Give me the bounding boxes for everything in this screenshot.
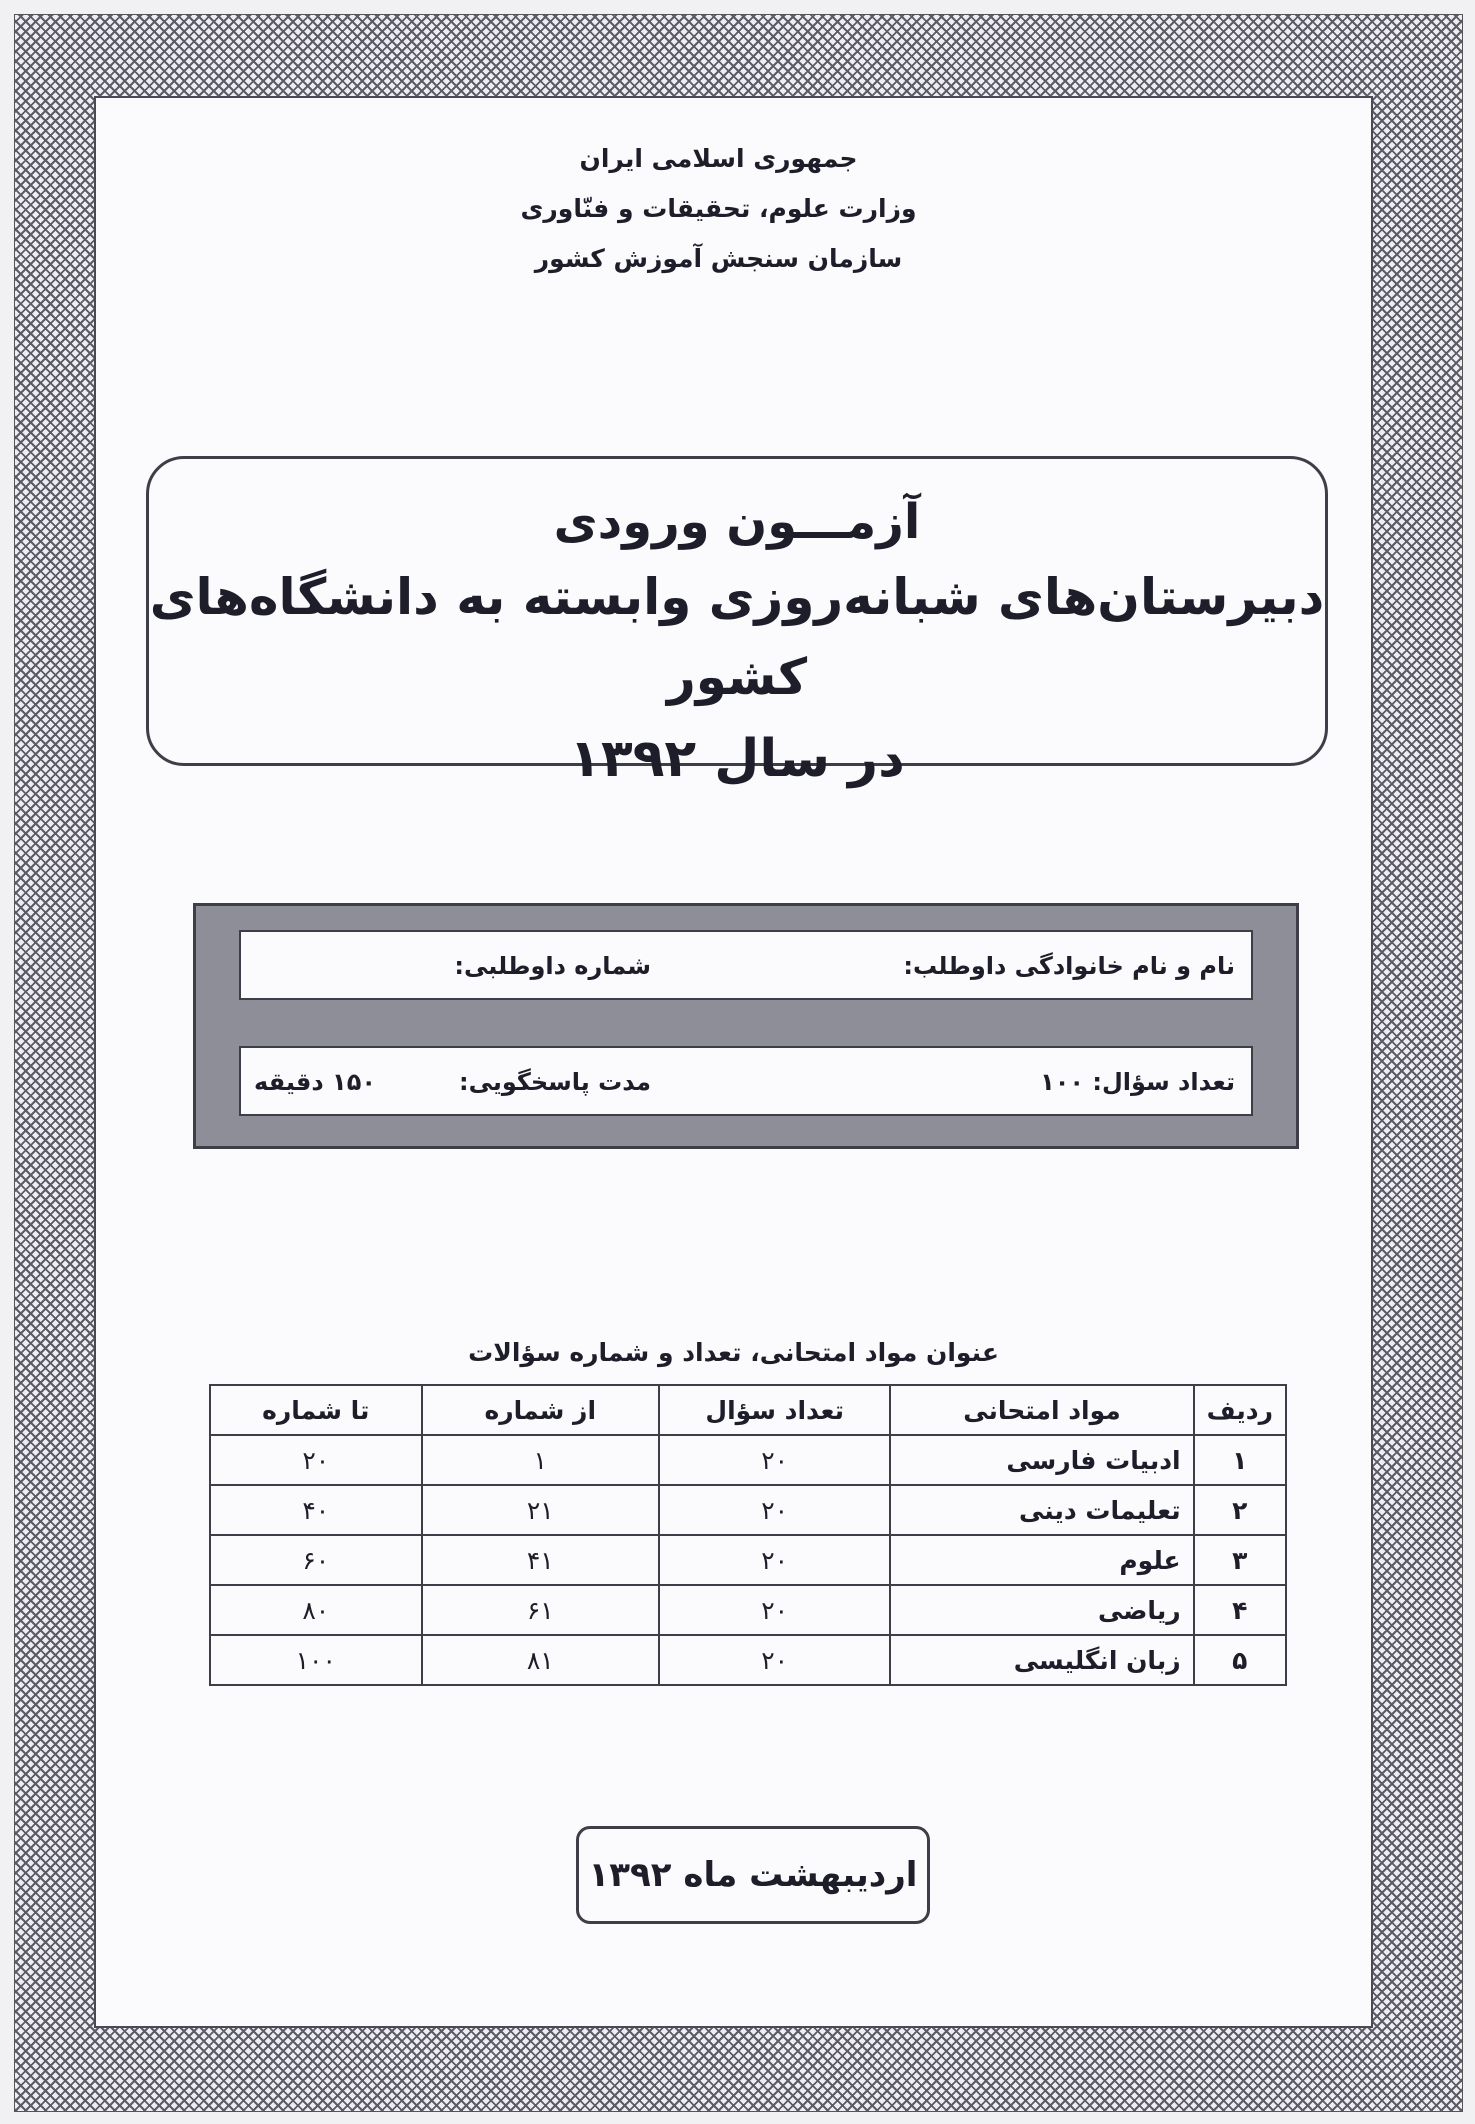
header-question-count: تعداد سؤال: [659, 1385, 890, 1435]
exam-title-line2: دبیرستان‌های شبانه‌روزی وابسته به دانشگاه‌های کشور: [149, 568, 1325, 706]
candidate-identity-row: [239, 930, 1253, 1000]
table-row: [210, 1635, 1286, 1685]
candidate-number-label: شماره داوطلبی:: [454, 952, 651, 980]
row-number: ۳: [1194, 1535, 1286, 1585]
header-to-number: تا شماره: [210, 1385, 422, 1435]
candidate-info-panel: [193, 903, 1299, 1149]
table-header-row: [210, 1385, 1286, 1435]
exam-date-box: اردیبهشت ماه ۱۳۹۲: [576, 1826, 930, 1924]
header-from-number: از شماره: [422, 1385, 659, 1435]
to-number: ۶۰: [210, 1535, 422, 1585]
header-subject: مواد امتحانی: [890, 1385, 1193, 1435]
exam-title-line1: آزمـــون ورودی: [553, 494, 921, 550]
row-number: ۴: [1194, 1585, 1286, 1635]
subject-name: زبان انگلیسی: [890, 1635, 1193, 1685]
subject-name: علوم: [890, 1535, 1193, 1585]
subject-name: تعلیمات دینی: [890, 1485, 1193, 1535]
exam-title-line3: در سال ۱۳۹۲: [569, 729, 905, 789]
question-count-label: تعداد سؤال: ۱۰۰: [1040, 1068, 1235, 1096]
from-number: ۱: [422, 1435, 659, 1485]
question-count: ۲۰: [659, 1485, 890, 1535]
document-page: [94, 96, 1373, 2028]
exam-title-box: [146, 456, 1328, 789]
subject-name: ادبیات فارسی: [890, 1435, 1193, 1485]
header-row-number: ردیف: [1194, 1385, 1286, 1435]
table-row: [210, 1535, 1286, 1585]
table-row: [210, 1485, 1286, 1535]
question-count: ۲۰: [659, 1635, 890, 1685]
from-number: ۶۱: [422, 1585, 659, 1635]
duration-value: ۱۵۰ دقیقه: [254, 1068, 376, 1096]
to-number: ۴۰: [210, 1485, 422, 1535]
from-number: ۲۱: [422, 1485, 659, 1535]
table-row: [210, 1585, 1286, 1635]
duration-label: مدت پاسخگویی:: [458, 1068, 651, 1096]
candidate-name-label: نام و نام خانوادگی داوطلب:: [903, 952, 1235, 980]
subjects-table-title: عنوان مواد امتحانی، تعداد و شماره سؤالات: [468, 1338, 999, 1367]
question-count: ۲۰: [659, 1535, 890, 1585]
issuer-header: [96, 134, 1371, 284]
from-number: ۴۱: [422, 1535, 659, 1585]
header-country: جمهوری اسلامی ایران: [579, 144, 858, 173]
from-number: ۸۱: [422, 1635, 659, 1685]
row-number: ۲: [1194, 1485, 1286, 1535]
question-count: ۲۰: [659, 1435, 890, 1485]
row-number: ۱: [1194, 1435, 1286, 1485]
to-number: ۱۰۰: [210, 1635, 422, 1685]
to-number: ۸۰: [210, 1585, 422, 1635]
table-row: [210, 1435, 1286, 1485]
subjects-table: [209, 1384, 1287, 1686]
exam-info-row: [239, 1046, 1253, 1116]
header-organization: سازمان سنجش آموزش کشور: [534, 244, 903, 273]
question-count: ۲۰: [659, 1585, 890, 1635]
header-ministry: وزارت علوم، تحقیقات و فنّاوری: [520, 194, 917, 223]
to-number: ۲۰: [210, 1435, 422, 1485]
row-number: ۵: [1194, 1635, 1286, 1685]
subject-name: ریاضی: [890, 1585, 1193, 1635]
